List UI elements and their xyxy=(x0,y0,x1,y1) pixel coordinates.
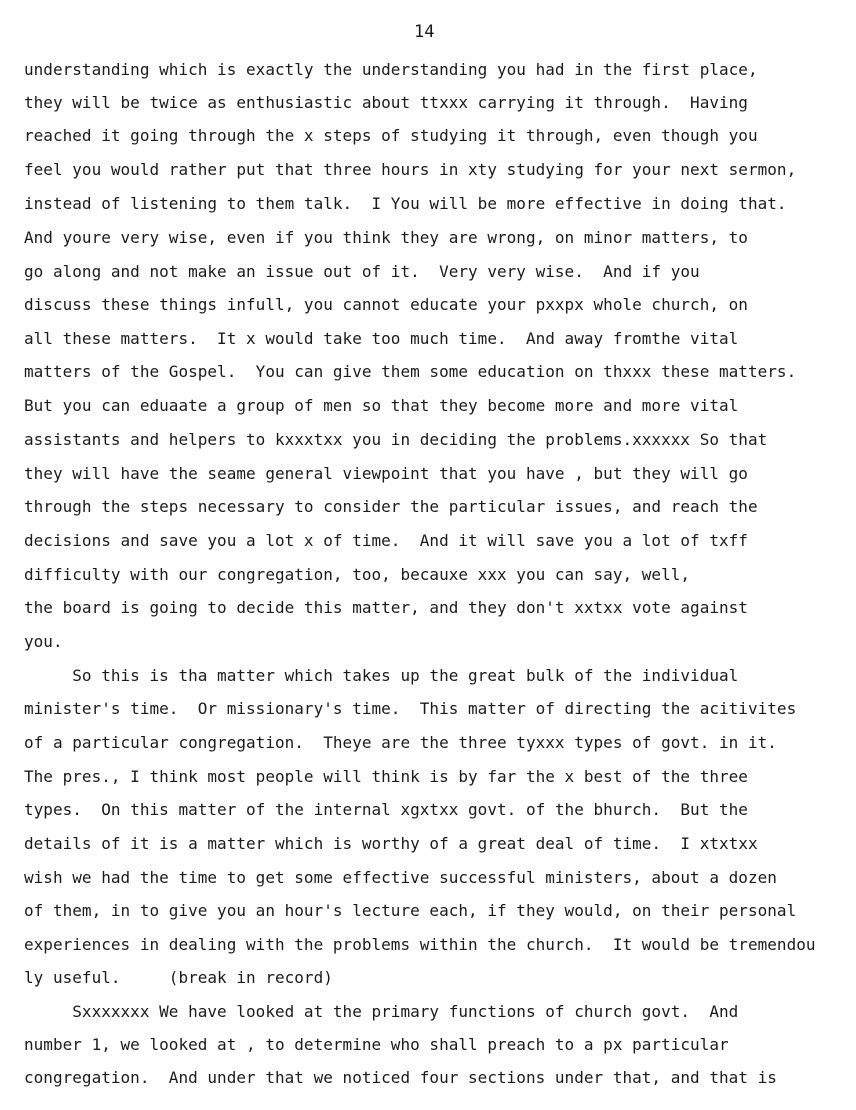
text-line: So this is tha matter which takes up the great bulk of the individual xyxy=(24,666,739,685)
text-line: congregation. And under that we noticed four sections under that, and that is xyxy=(24,1068,777,1087)
text-line: And youre very wise, even if you think they are wrong, on minor matters, to xyxy=(24,228,748,247)
text-line: through the steps necessary to consider the particular issues, and reach the xyxy=(24,497,758,516)
text-line: Sxxxxxxx We have looked at the primary functions of church govt. And xyxy=(24,1002,739,1021)
text-line: understanding which is exactly the understanding you had in the first place, xyxy=(24,60,758,79)
page-number: 14 xyxy=(414,22,435,42)
text-line: minister's time. Or missionary's time. This matter of directing the acitivites xyxy=(24,699,797,718)
text-line: The pres., I think most people will think is by far the x best of the three xyxy=(24,767,748,786)
text-line: types. On this matter of the internal xgxtxx govt. of the bhurch. But the xyxy=(24,800,748,819)
text-line: experiences in dealing with the problems within the church. It would be tremendou xyxy=(24,935,816,954)
text-line: wish we had the time to get some effective successful ministers, about a dozen xyxy=(24,868,777,887)
text-line: But you can eduaate a group of men so that they become more and more vital xyxy=(24,396,739,415)
text-line: of them, in to give you an hour's lecture each, if they would, on their personal xyxy=(24,901,797,920)
text-line: matters of the Gospel. You can give them some education on thxxx these matters. xyxy=(24,362,797,381)
text-line: all these matters. It x would take too much time. And away fromthe vital xyxy=(24,329,739,348)
text-line: they will be twice as enthusiastic about ttxxx carrying it through. Having xyxy=(24,93,748,112)
text-line: feel you would rather put that three hours in xty studying for your next sermon, xyxy=(24,160,797,179)
text-line: discuss these things infull, you cannot educate your pxxpx whole church, on xyxy=(24,295,748,314)
text-line: instead of listening to them talk. I You will be more effective in doing that. xyxy=(24,194,787,213)
text-line: details of it is a matter which is worthy of a great deal of time. I xtxtxx xyxy=(24,834,758,853)
text-line: reached it going through the x steps of studying it through, even though you xyxy=(24,126,758,145)
text-line: number 1, we looked at , to determine who shall preach to a px particular xyxy=(24,1035,729,1054)
text-line: ly useful. (break in record) xyxy=(24,968,333,987)
text-line: they will have the seame general viewpoint that you have , but they will go xyxy=(24,464,748,483)
text-line: go along and not make an issue out of it. Very very wise. And if you xyxy=(24,262,700,281)
text-line: of a particular congregation. Theye are the three tyxxx types of govt. in it. xyxy=(24,733,777,752)
text-line: the board is going to decide this matter, and they don't xxtxx vote against xyxy=(24,598,748,617)
text-line: decisions and save you a lot x of time. And it will save you a lot of txff xyxy=(24,531,748,550)
text-line: difficulty with our congregation, too, becauxe xxx you can say, well, xyxy=(24,565,691,584)
text-line: assistants and helpers to kxxxtxx you in deciding the problems.xxxxxx So that xyxy=(24,430,768,449)
text-line: you. xyxy=(24,632,63,651)
